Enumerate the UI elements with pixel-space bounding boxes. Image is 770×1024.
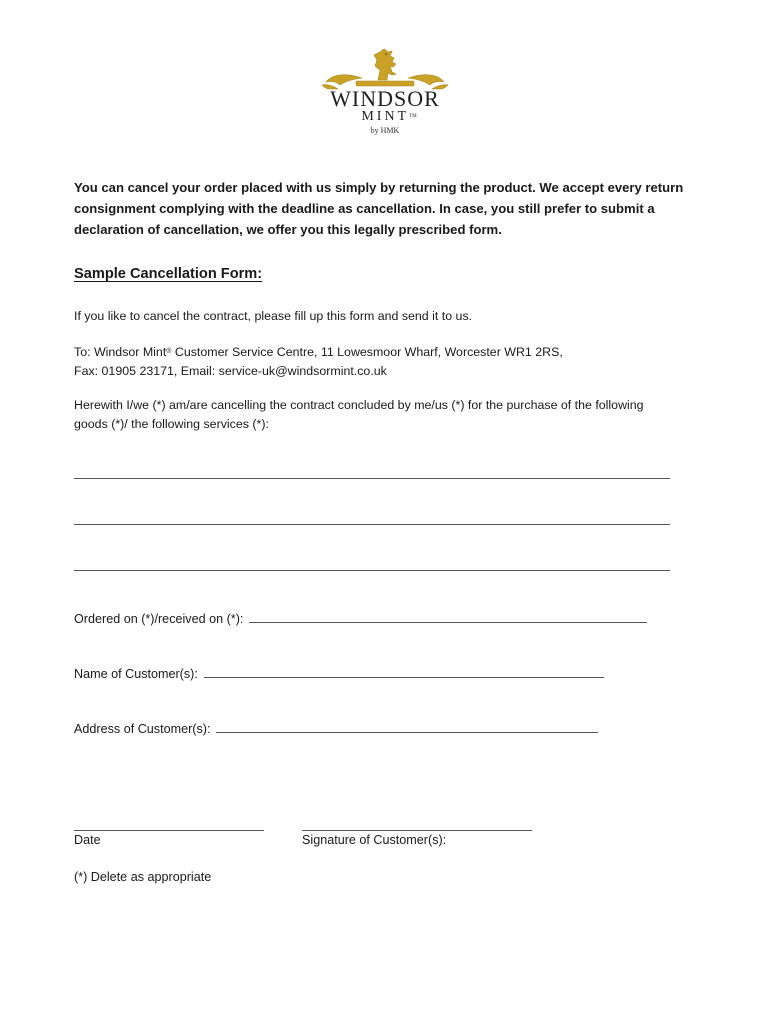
customer-address-field[interactable] <box>74 722 598 736</box>
logo-submark: MINT™ <box>361 109 417 124</box>
customer-name-field[interactable] <box>74 667 604 681</box>
date-label: Date <box>74 833 101 847</box>
customer-address-label: Address of Customer(s): <box>74 722 211 736</box>
customer-address-line[interactable] <box>216 731 598 733</box>
date-line[interactable] <box>74 829 264 831</box>
signature-line[interactable] <box>302 829 532 831</box>
ordered-on-line[interactable] <box>249 621 647 623</box>
windsor-mint-logo <box>310 48 460 144</box>
customer-name-label: Name of Customer(s): <box>74 667 198 681</box>
recipient-address: To: Windsor Mint® Customer Service Centre, 11 Lowesmoor Wharf, Worcester WR1 2RS, Fax: 01905 23171, Email: service-uk@windsormint.co.uk <box>74 345 563 378</box>
goods-line-2[interactable] <box>74 524 670 525</box>
instruction-text: If you like to cancel the contract, please fill up this form and send it to us. <box>74 309 473 323</box>
logo-byline: by HMK <box>370 126 400 135</box>
footnote: (*) Delete as appropriate <box>74 870 212 884</box>
lion-crest-icon <box>320 48 450 90</box>
intro-paragraph: You can cancel your order placed with us simply by returning the product. We accept every return consignment complying with the deadline as cancellation. In case, you still prefer to submit a declaration of cancellation, we offer you this legally prescribed form. <box>74 180 684 237</box>
ordered-on-label: Ordered on (*)/received on (*): <box>74 612 244 626</box>
form-heading: Sample Cancellation Form: <box>74 266 263 282</box>
goods-line-1[interactable] <box>74 478 670 479</box>
customer-name-line[interactable] <box>204 676 604 678</box>
signature-label: Signature of Customer(s): <box>302 833 447 847</box>
logo-wordmark: WINDSOR <box>330 86 440 111</box>
declaration-text: Herewith I/we (*) am/are cancelling the contract concluded by me/us (*) for the purchase of the following goods (*)/ the following services (*): <box>74 398 644 431</box>
goods-line-3[interactable] <box>74 570 670 571</box>
ordered-on-field[interactable] <box>74 612 647 626</box>
